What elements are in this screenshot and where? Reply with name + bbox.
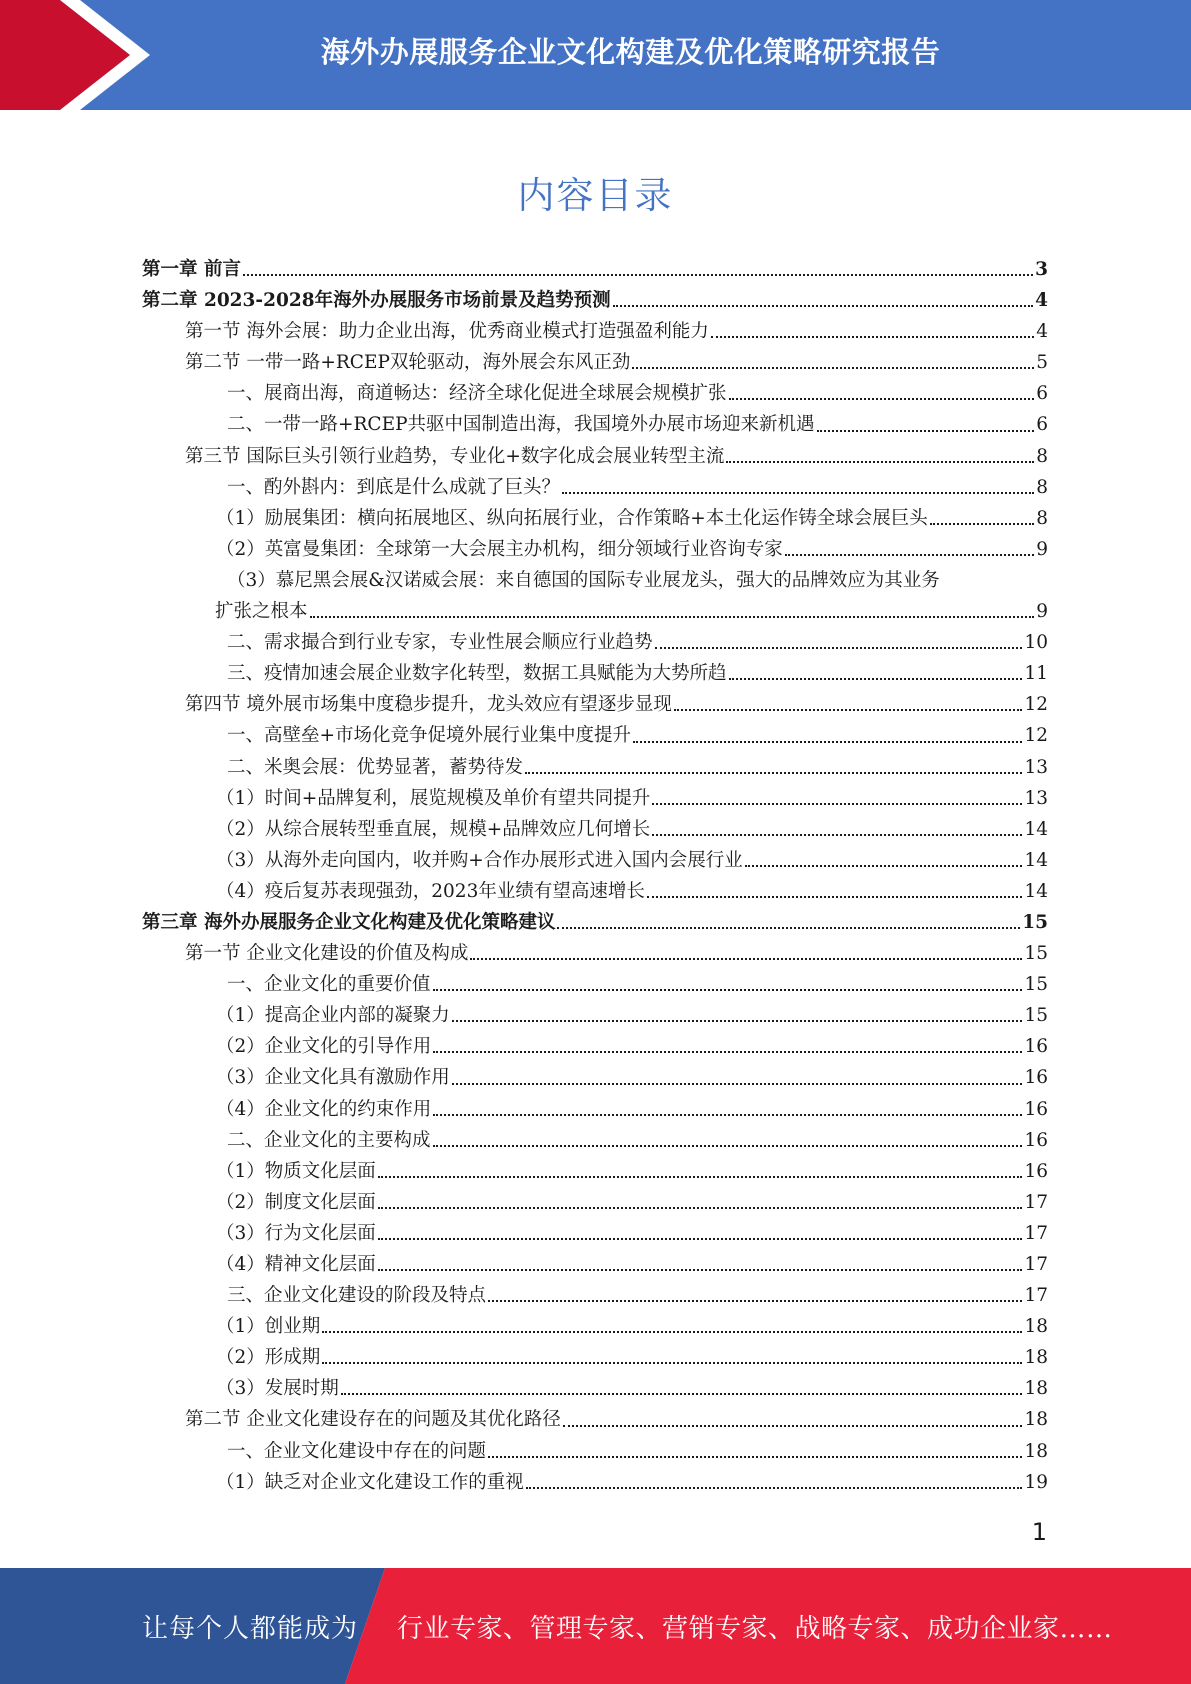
toc-dot-leader [655, 646, 1023, 649]
toc-dot-leader [525, 771, 1022, 774]
toc-entry[interactable] [142, 658, 1048, 689]
toc-dot-leader [557, 926, 1020, 929]
toc-dot-leader [452, 1082, 1023, 1085]
toc-entry-title: 二、米奥会展：优势显著，蓄势待发 [227, 756, 524, 778]
toc-dot-leader [433, 1144, 1023, 1147]
toc-entry-title: 二、一带一路+RCEP共驱中国制造出海，我国境外办展市场迎来新机遇 [227, 414, 815, 436]
toc-dot-leader [243, 273, 1033, 276]
toc-entry-title: 一、企业文化建设中存在的问题 [227, 1440, 487, 1462]
toc-entry-title: （4）疫后复苏表现强劲，2023年业绩有望高速增长 [216, 880, 645, 902]
toc-page-number: 13 [1024, 756, 1048, 778]
toc-dot-leader [378, 1175, 1023, 1178]
toc-entry[interactable] [142, 752, 1048, 783]
toc-page-number: 8 [1036, 507, 1048, 529]
toc-dot-leader [452, 1019, 1023, 1022]
toc-dot-leader [488, 1299, 1022, 1302]
footer-band [0, 1568, 1191, 1684]
toc-dot-leader [470, 957, 1022, 960]
toc-page-number: 18 [1024, 1316, 1048, 1338]
toc-entry[interactable] [142, 534, 1048, 565]
toc-entry-title: 第三章 海外办展服务企业文化构建及优化策略建议 [142, 911, 556, 933]
toc-page-number: 18 [1024, 1347, 1048, 1369]
toc-entry-title: 一、高壁垒+市场化竞争促境外展行业集中度提升 [227, 725, 632, 747]
toc-page-number: 3 [1035, 259, 1048, 280]
toc-dot-leader [632, 366, 1034, 369]
toc-page-number: 9 [1036, 538, 1048, 560]
toc-entry[interactable] [142, 378, 1048, 409]
toc-entry-title: 一、酌外斟内：到底是什么成就了巨头？ [227, 476, 561, 498]
report-title: 海外办展服务企业文化构建及优化策略研究报告 [320, 35, 941, 69]
toc-page-number: 16 [1024, 1129, 1048, 1151]
toc-page-number: 17 [1024, 1191, 1048, 1213]
toc-dot-leader [433, 988, 1023, 991]
toc-entry[interactable] [142, 627, 1048, 658]
toc-entry-title: （2）英富曼集团：全球第一大会展主办机构，细分领域行业咨询专家 [216, 538, 783, 560]
toc-dot-leader [729, 397, 1035, 400]
toc-page-number: 14 [1024, 849, 1048, 871]
toc-entry-title: （1）创业期 [216, 1316, 321, 1338]
toc-entry[interactable] [142, 1373, 1048, 1404]
toc-page-number: 18 [1024, 1409, 1048, 1431]
toc-entry[interactable] [142, 845, 1048, 876]
toc-page-number: 8 [1036, 476, 1048, 498]
toc-page-number: 5 [1036, 352, 1048, 374]
toc-entry-title: 二、企业文化的主要构成 [227, 1129, 431, 1151]
toc-page-number: 12 [1024, 725, 1048, 747]
toc-dot-leader [674, 708, 1023, 711]
footer-slogan-right: 行业专家、管理专家、营销专家、战略专家、成功企业家…… [397, 1614, 1113, 1644]
toc-entry-title: （1）提高企业内部的凝聚力 [216, 1005, 450, 1027]
toc-page-number: 15 [1024, 974, 1048, 996]
toc-entry-title: 第二章 2023-2028年海外办展服务市场前景及趋势预测 [142, 290, 611, 312]
toc-entry-title: （2）形成期 [216, 1347, 321, 1369]
toc-page-number: 17 [1024, 1254, 1048, 1275]
toc-entry-title: （2）从综合展转型垂直展，规模+品牌效应几何增长 [216, 818, 651, 840]
toc-dot-leader [341, 1392, 1023, 1395]
toc-page-number: 6 [1036, 414, 1048, 436]
toc-dot-leader [930, 522, 1034, 525]
toc-page-number: 15 [1024, 943, 1048, 965]
toc-entry-title: 第一章 前言 [142, 259, 241, 280]
toc-dot-leader [785, 553, 1034, 556]
toc-entry-title: 第三节 国际巨头引领行业趋势，专业化+数字化成会展业转型主流 [185, 445, 725, 467]
toc-dot-leader [488, 1455, 1022, 1458]
toc-dot-leader [378, 1268, 1023, 1271]
toc-entry-title: （1）缺乏对企业文化建设工作的重视 [216, 1471, 524, 1493]
page-number: 1 [1031, 1518, 1047, 1546]
toc-entry[interactable] [142, 254, 1048, 285]
toc-page-number: 16 [1024, 1036, 1048, 1058]
toc-entry-title: 三、企业文化建设的阶段及特点 [227, 1285, 487, 1307]
toc-entry[interactable] [142, 503, 1048, 534]
toc-entry[interactable] [142, 441, 1048, 472]
toc-page-number: 11 [1024, 663, 1048, 685]
toc-entry[interactable] [142, 1404, 1048, 1435]
toc-entry-title: 二、需求撮合到行业专家，专业性展会顺应行业趋势 [227, 632, 653, 654]
toc-dot-leader [563, 1424, 1023, 1427]
toc-dot-leader [652, 833, 1022, 836]
toc-entry[interactable] [142, 1062, 1048, 1093]
toc-entry[interactable] [142, 1467, 1048, 1498]
toc-dot-leader [652, 802, 1022, 805]
toc-entry-title: （3）从海外走向国内，收并购+合作办展形式进入国内会展行业 [216, 849, 743, 871]
toc-dot-leader [322, 1361, 1022, 1364]
toc-entry-title: 一、展商出海，商道畅达：经济全球化促进全球展会规模扩张 [227, 383, 727, 405]
footer-slogan-left: 让每个人都能成为 [142, 1614, 359, 1644]
toc-entry-title: （2）企业文化的引导作用 [216, 1036, 432, 1058]
toc-page-number: 12 [1024, 694, 1048, 716]
toc-entry-title: （2）制度文化层面 [216, 1191, 376, 1213]
toc-entry[interactable] [142, 409, 1048, 440]
toc-entry-title: 扩张之根本 [215, 601, 308, 623]
toc-entry[interactable] [142, 1125, 1048, 1156]
toc-dot-leader [726, 460, 1034, 463]
toc-page-number: 16 [1024, 1160, 1048, 1182]
toc-page-number: 4 [1035, 290, 1048, 312]
toc-entry[interactable] [142, 720, 1048, 751]
toc-entry-title: 第二节 一带一路+RCEP双轮驱动，海外展会东风正劲 [185, 352, 631, 374]
toc-entry[interactable] [142, 876, 1048, 907]
toc-dot-leader [647, 895, 1023, 898]
toc-dot-leader [433, 1050, 1022, 1053]
toc-dot-leader [633, 740, 1022, 743]
toc-entry-line[interactable]: （3）慕尼黑会展&汉诺威会展：来自德国的国际专业展龙头，强大的品牌效应为其业务 [227, 569, 940, 591]
toc-entry[interactable] [142, 1031, 1048, 1062]
toc-dot-leader [729, 677, 1023, 680]
toc-entry[interactable] [142, 1094, 1048, 1125]
toc-page-number: 8 [1036, 445, 1048, 467]
toc-page-number: 17 [1024, 1285, 1048, 1307]
toc-page-number: 16 [1024, 1098, 1048, 1120]
toc-heading: 内容目录 [517, 174, 674, 217]
toc-page-number: 4 [1036, 321, 1048, 343]
toc-dot-leader [745, 864, 1023, 867]
toc-entry-title: 第一节 企业文化建设的价值及构成 [185, 943, 469, 965]
toc-page-number: 14 [1024, 818, 1048, 840]
toc-dot-leader [526, 1486, 1023, 1489]
toc-entry[interactable] [142, 1218, 1048, 1249]
toc-entry[interactable] [142, 814, 1048, 845]
table-of-contents [142, 254, 1048, 1498]
toc-page-number: 17 [1024, 1222, 1048, 1244]
toc-page-number: 13 [1024, 787, 1048, 809]
toc-dot-leader [433, 1113, 1022, 1116]
toc-entry[interactable] [142, 1000, 1048, 1031]
toc-entry[interactable] [142, 472, 1048, 503]
toc-entry[interactable] [142, 689, 1048, 720]
toc-entry[interactable] [142, 285, 1048, 316]
header-band [0, 0, 1191, 110]
toc-entry-title: 第二节 企业文化建设存在的问题及其优化路径 [185, 1409, 561, 1431]
toc-entry[interactable] [142, 316, 1048, 347]
toc-entry[interactable] [142, 1311, 1048, 1342]
toc-entry-title: （1）励展集团：横向拓展地区、纵向拓展行业，合作策略+本土化运作铸全球会展巨头 [216, 507, 928, 529]
toc-entry-title: （3）行为文化层面 [216, 1222, 376, 1244]
toc-page-number: 15 [1022, 911, 1048, 933]
toc-dot-leader [817, 429, 1035, 432]
toc-entry-title: （4）精神文化层面 [216, 1254, 376, 1275]
toc-entry[interactable] [142, 1249, 1048, 1280]
toc-dot-leader [378, 1237, 1023, 1240]
toc-entry[interactable] [142, 1436, 1048, 1467]
toc-dot-leader [322, 1330, 1022, 1333]
toc-page-number: 14 [1024, 880, 1048, 902]
toc-page-number: 6 [1036, 383, 1048, 405]
toc-page-number: 15 [1024, 1005, 1048, 1027]
toc-entry[interactable] [142, 596, 1048, 627]
toc-entry[interactable] [142, 969, 1048, 1000]
toc-page-number: 18 [1024, 1378, 1048, 1400]
toc-page-number: 19 [1024, 1471, 1048, 1493]
toc-entry-title: 一、企业文化的重要价值 [227, 974, 431, 996]
toc-dot-leader [310, 615, 1035, 618]
toc-entry-title: （1）时间+品牌复利，展览规模及单价有望共同提升 [216, 787, 651, 809]
toc-page-number: 16 [1024, 1067, 1048, 1089]
toc-dot-leader [613, 304, 1034, 307]
toc-entry-title: （3）发展时期 [216, 1378, 339, 1400]
toc-entry-title: 三、疫情加速会展企业数字化转型，数据工具赋能为大势所趋 [227, 663, 727, 685]
toc-entry[interactable] [142, 1187, 1048, 1218]
toc-entry-title: 第一节 海外会展：助力企业出海，优秀商业模式打造强盈利能力 [185, 321, 709, 343]
toc-entry[interactable] [142, 783, 1048, 814]
toc-entry-title: 第四节 境外展市场集中度稳步提升，龙头效应有望逐步显现 [185, 694, 672, 716]
toc-entry-title: （1）物质文化层面 [216, 1160, 376, 1182]
toc-page-number: 9 [1036, 601, 1048, 623]
toc-entry[interactable] [142, 938, 1048, 969]
toc-entry[interactable] [142, 1280, 1048, 1311]
toc-page-number: 10 [1024, 632, 1048, 654]
toc-entry[interactable] [142, 347, 1048, 378]
toc-dot-leader [378, 1206, 1023, 1209]
toc-entry-title: （4）企业文化的约束作用 [216, 1098, 432, 1120]
toc-entry[interactable] [142, 1156, 1048, 1187]
toc-page-number: 18 [1024, 1440, 1048, 1462]
toc-dot-leader [711, 335, 1034, 338]
toc-entry[interactable] [142, 907, 1048, 938]
toc-entry[interactable] [142, 1342, 1048, 1373]
toc-dot-leader [562, 491, 1034, 494]
toc-entry-title: （3）企业文化具有激励作用 [216, 1067, 450, 1089]
